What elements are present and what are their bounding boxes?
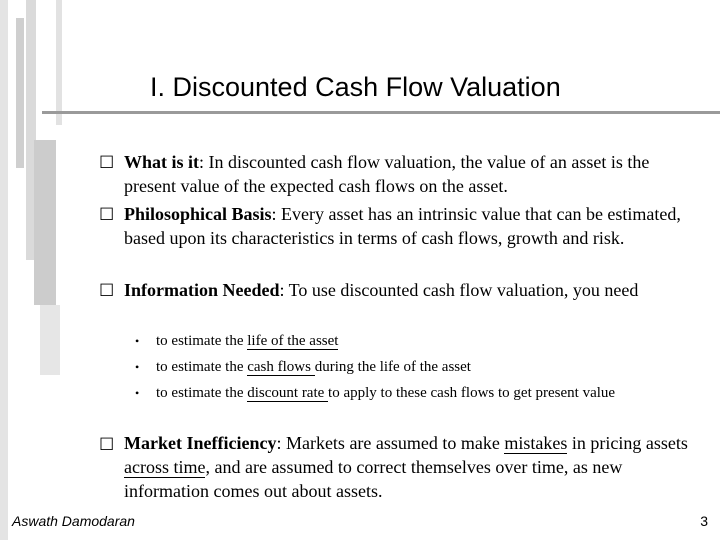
checkbox-bullet-icon: ☐ xyxy=(99,153,115,172)
sub-item-pre: to estimate the xyxy=(156,385,248,401)
slide-title: I. Discounted Cash Flow Valuation xyxy=(150,72,561,102)
checkbox-bullet-icon: ☐ xyxy=(99,435,115,454)
decorative-bar xyxy=(40,305,60,375)
bullet-heading: Information Needed xyxy=(124,280,280,300)
bullet-text: : To use discounted cash flow valuation, you need xyxy=(279,280,639,300)
page-number: 3 xyxy=(700,513,708,529)
bullet-heading: Philosophical Basis xyxy=(124,204,272,224)
bullet-item-market-inefficiency xyxy=(124,431,704,503)
sub-item-underlined: discount rate xyxy=(247,385,329,401)
sub-item-pre: to estimate the xyxy=(156,359,248,375)
sub-item-pre: to estimate the xyxy=(156,333,248,349)
dot-bullet-icon: • xyxy=(135,360,140,374)
underlined-term: mistakes xyxy=(504,433,568,453)
decorative-bar xyxy=(34,140,56,305)
bullet-text: , and are assumed to correct themselves over time, as new information comes out about assets. xyxy=(124,457,623,501)
bullet-item-philosophical-basis xyxy=(124,202,704,250)
bullet-text: : Markets are assumed to make xyxy=(276,433,505,453)
bullet-text: : Every asset has an intrinsic value that can be estimated, based upon its characteristics in terms of cash flows, growth and risk. xyxy=(124,204,681,248)
bullet-item-information-needed xyxy=(124,278,704,302)
footer-author: Aswath Damodaran xyxy=(12,513,135,529)
bullet-heading: Market Inefficiency xyxy=(124,433,277,453)
sub-item-underlined: life of the asset xyxy=(247,333,339,349)
checkbox-bullet-icon: ☐ xyxy=(99,205,115,224)
checkbox-bullet-icon: ☐ xyxy=(99,281,115,300)
sub-item-text xyxy=(156,331,696,352)
decorative-bar xyxy=(16,18,24,168)
underlined-term: across time xyxy=(124,457,206,477)
dot-bullet-icon: • xyxy=(135,334,140,348)
decorative-bar xyxy=(0,0,8,540)
title-divider xyxy=(42,111,720,114)
sub-item-post: to apply to these cash flows to get present value xyxy=(328,385,616,401)
decorative-bar xyxy=(56,0,62,125)
dot-bullet-icon: • xyxy=(135,386,140,400)
bullet-text: : In discounted cash flow valuation, the value of an asset is the present value of the expected cash flows on the asset. xyxy=(124,152,650,196)
bullet-text: in pricing assets xyxy=(567,433,688,453)
sub-item-underlined: cash flows xyxy=(247,359,315,375)
bullet-item-what-is-it xyxy=(124,150,704,198)
bullet-heading: What is it xyxy=(124,152,200,172)
sub-item-post: during the life of the asset xyxy=(314,359,471,375)
sub-item-text xyxy=(156,383,696,404)
sub-item-text xyxy=(156,357,696,378)
